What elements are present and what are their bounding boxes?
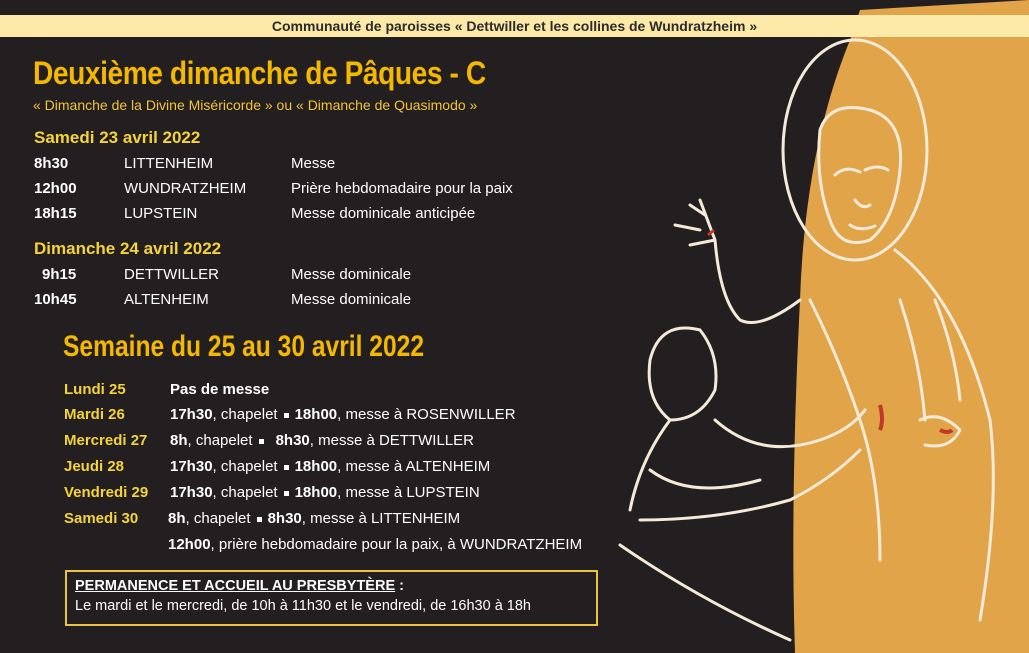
event-place: DETTWILLER bbox=[124, 266, 220, 283]
bullet-separator-icon bbox=[284, 413, 289, 418]
week-detail: Pas de messe bbox=[170, 381, 270, 398]
day-heading-saturday: Samedi 23 avril 2022 bbox=[34, 128, 201, 147]
day-heading-sunday: Dimanche 24 avril 2022 bbox=[34, 239, 222, 258]
bullet-separator-icon bbox=[257, 517, 262, 522]
week-detail: 17h30, chapelet 18h00, messe à ALTENHEIM bbox=[170, 458, 491, 475]
bullet-separator-icon bbox=[284, 491, 289, 496]
community-banner: Communauté de paroisses « Dettwiller et les collines de Wundratzheim » bbox=[0, 15, 1029, 37]
event-place: LITTENHEIM bbox=[124, 155, 214, 172]
week-day: Jeudi 28 bbox=[64, 458, 125, 475]
event-time: 8h30 bbox=[34, 155, 69, 172]
event-description: Prière hebdomadaire pour la paix bbox=[291, 180, 513, 197]
bullet-separator-icon bbox=[284, 465, 289, 470]
week-day: Samedi 30 bbox=[64, 510, 139, 527]
event-description: Messe dominicale bbox=[291, 266, 412, 283]
permanence-colon: : bbox=[395, 578, 404, 594]
event-time: 18h15 bbox=[34, 205, 77, 222]
event-time: 10h45 bbox=[34, 291, 77, 308]
page-subtitle: « Dimanche de la Divine Miséricorde » ou « Dimanche de Quasimodo » bbox=[33, 97, 478, 113]
event-time: 12h00 bbox=[34, 180, 77, 197]
week-day: Mercredi 27 bbox=[64, 432, 148, 449]
week-detail: 12h00, prière hebdomadaire pour la paix, à WUNDRATZHEIM bbox=[168, 536, 583, 553]
event-time: 9h15 bbox=[42, 266, 77, 283]
week-detail: 8h, chapelet 8h30, messe à DETTWILLER bbox=[170, 432, 474, 449]
week-day: Lundi 25 bbox=[64, 381, 126, 398]
event-description: Messe bbox=[291, 155, 336, 172]
week-detail: 8h, chapelet 8h30, messe à LITTENHEIM bbox=[168, 510, 461, 527]
week-detail: 17h30, chapelet 18h00, messe à LUPSTEIN bbox=[170, 484, 480, 501]
permanence-text: Le mardi et le mercredi, de 10h à 11h30 et le vendredi, de 16h30 à 18h bbox=[75, 598, 531, 614]
event-place: WUNDRATZHEIM bbox=[124, 180, 247, 197]
week-day: Mardi 26 bbox=[64, 406, 125, 423]
event-description: Messe dominicale anticipée bbox=[291, 205, 476, 222]
week-day: Vendredi 29 bbox=[64, 484, 149, 501]
event-place: LUPSTEIN bbox=[124, 205, 198, 222]
bullet-separator-icon bbox=[259, 439, 264, 444]
page-title: Deuxième dimanche de Pâques - C bbox=[33, 55, 486, 91]
week-detail: 17h30, chapelet 18h00, messe à ROSENWILLER bbox=[170, 406, 516, 423]
event-description: Messe dominicale bbox=[291, 291, 412, 308]
permanence-heading: PERMANENCE ET ACCUEIL AU PRESBYTÈRE bbox=[75, 578, 396, 594]
event-place: ALTENHEIM bbox=[124, 291, 209, 308]
week-title: Semaine du 25 au 30 avril 2022 bbox=[63, 330, 425, 363]
permanence-box bbox=[65, 570, 598, 626]
